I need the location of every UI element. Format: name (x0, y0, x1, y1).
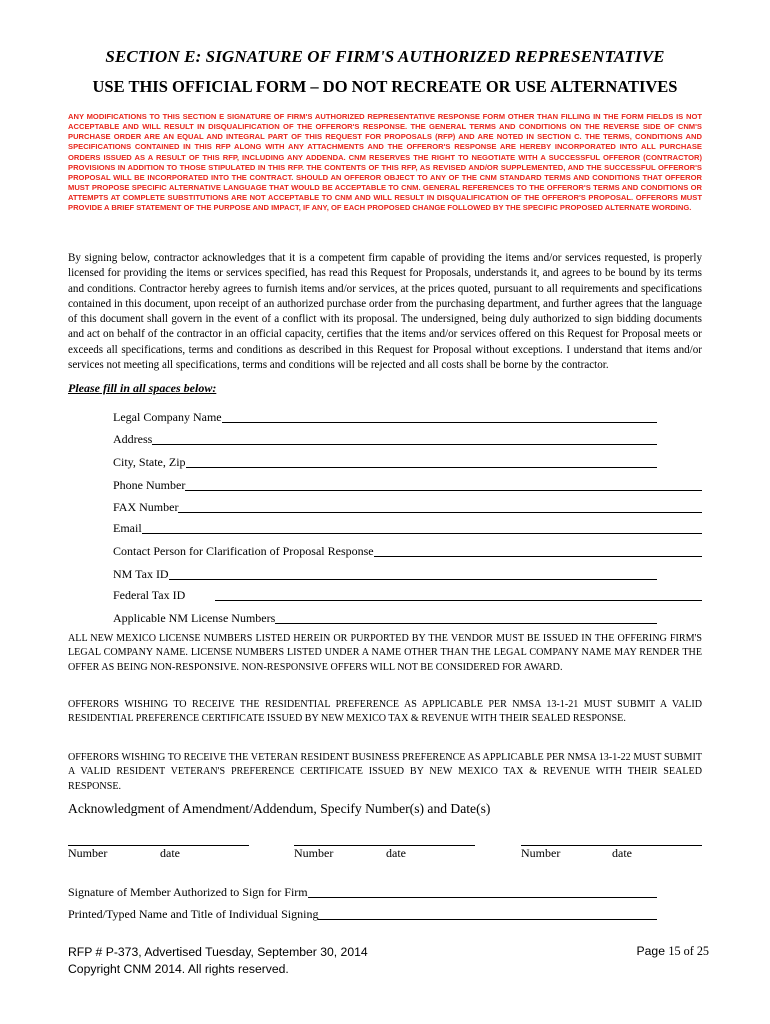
printed-name-field[interactable] (68, 907, 657, 922)
printed-name-label: Printed/Typed Name and Title of Individual Signing (68, 907, 319, 921)
page-total: 25 (696, 944, 709, 958)
contact-person-field[interactable] (113, 544, 702, 559)
page-number (637, 944, 709, 959)
field-line (152, 444, 657, 445)
field-line (169, 579, 657, 580)
amendment-number-label-3: Number (521, 846, 561, 860)
footer (68, 944, 368, 977)
section-title: SECTION E: SIGNATURE OF FIRM'S AUTHORIZED REPRESENTATIVE (105, 47, 665, 66)
printed-name-line (318, 919, 657, 920)
signature-field[interactable] (68, 885, 657, 900)
rfp-reference: RFP # P-373, Advertised Tuesday, September 30, 2014 (68, 945, 368, 959)
fax-number-field[interactable] (113, 500, 702, 515)
amendment-date-label-2: date (386, 846, 406, 860)
form-subtitle: USE THIS OFFICIAL FORM – DO NOT RECREATE OR USE ALTERNATIVES (92, 77, 678, 96)
field-line (185, 490, 702, 491)
field-label: Applicable NM License Numbers (113, 611, 276, 625)
acknowledgement-paragraph: By signing below, contractor acknowledges that it is a competent firm capable of providing the items and/or services requested, is properly licensed for providing the items or services specified, has read this Request for Proposals, understands it, and agrees to be bound by its terms and conditions. Contractor hereby agrees to furnish items and/or services, at the prices quoted, pursuant to all requirements and specifications contained in this document, upon receipt of an authorized purchase order from the purchasing department, and further agrees that the language of this document shall govern in the event of a conflict with its proposal. The undersigned, being duly authorized to sign bidding documents and act on behalf of the contractor in an official capacity, certifies that the items and/or services offered on this Request for Proposal meets or exceeds all specifications, terms and conditions as described in this Request for Proposal without exceptions. I understand that items and/or services not meeting all specifications, terms and conditions will be rejected and all costs shall be borne by the contractor. (68, 252, 702, 372)
field-label: Address (113, 432, 153, 446)
fill-in-instruction: Please fill in all spaces below: (68, 381, 217, 395)
signature-label: Signature of Member Authorized to Sign for Firm (68, 885, 308, 899)
legal-company-name-field[interactable] (113, 410, 657, 425)
federal-tax-id-field[interactable] (113, 588, 702, 603)
residential-preference-notice: OFFERORS WISHING TO RECEIVE THE RESIDENTIAL PREFERENCE AS APPLICABLE PER NMSA 13-1-21 MUST SUBMIT A VALID RESIDENTIAL PREFERENCE CERTIFICATE ISSUED BY NEW MEXICO TAX & REVENUE WITH THEIR SEALED RESPONSE. (68, 699, 702, 725)
field-label: Contact Person for Clarification of Proposal Response (113, 544, 374, 558)
nm-tax-id-field[interactable] (113, 567, 657, 582)
field-line (215, 600, 702, 601)
field-label: Legal Company Name (113, 410, 222, 424)
field-label: Federal Tax ID (113, 588, 186, 602)
copyright-notice: Copyright CNM 2014. All rights reserved. (68, 961, 289, 976)
phone-number-field[interactable] (113, 478, 702, 493)
amendment-number-label-1: Number (68, 846, 108, 860)
field-line (222, 422, 657, 423)
amendment-date-label-1: date (160, 846, 180, 860)
signature-line (308, 897, 657, 898)
field-line (374, 556, 702, 557)
field-label: Phone Number (113, 478, 186, 492)
city-state-zip-field[interactable] (113, 455, 657, 470)
page-current: 15 (668, 944, 681, 958)
page-separator: of (680, 944, 697, 958)
address-field[interactable] (113, 432, 657, 447)
page-prefix: Page (636, 944, 669, 958)
amendment-date-label-3: date (612, 846, 632, 860)
field-line (178, 512, 702, 513)
amendment-number-label-2: Number (294, 846, 334, 860)
field-label: City, State, Zip (113, 455, 186, 469)
email-field[interactable] (113, 521, 702, 536)
field-line (186, 467, 657, 468)
field-label: NM Tax ID (113, 567, 169, 581)
veteran-preference-notice: OFFERORS WISHING TO RECEIVE THE VETERAN RESIDENT BUSINESS PREFERENCE AS APPLICABLE PER NMSA 13-1-22 MUST SUBMIT A VALID RESIDENT VETERAN'S PREFERENCE CERTIFICATE ISSUED BY NEW MEXICO TAX & REVENUE WITH THEIR SEALED RESPONSE. (68, 752, 702, 792)
license-notice: ALL NEW MEXICO LICENSE NUMBERS LISTED HEREIN OR PURPORTED BY THE VENDOR MUST BE ISSUED IN THE OFFERING FIRM'S LEGAL COMPANY NAME. LICENSE NUMBERS LISTED UNDER A NAME OTHER THAN THE LEGAL COMPANY NAME MAY RENDER THE OFFER AS BEING NON-RESPONSIVE. NON-RESPONSIVE OFFERS WILL NOT BE CONSIDERED FOR AWARD. (68, 633, 702, 673)
amendment-heading: Acknowledgment of Amendment/Addendum, Specify Number(s) and Date(s) (68, 801, 491, 816)
field-label: Email (113, 521, 142, 535)
nm-license-numbers-field[interactable] (113, 611, 657, 626)
field-line (142, 533, 702, 534)
field-label: FAX Number (113, 500, 179, 514)
modification-warning: ANY MODIFICATIONS TO THIS SECTION E SIGNATURE OF FIRM'S AUTHORIZED REPRESENTATIVE RESPONSE FORM OTHER THAN FILLING IN THE FORM FIELDS IS NOT ACCEPTABLE AND WILL RESULT IN DISQUALIFICATION OF THE OFFEROR'S RESPONSE. THE GENERAL TERMS AND CONDITIONS ON THE REVERSE SIDE OF CNM'S PURCHASE ORDER ARE AN EQUAL AND INTEGRAL PART OF THIS REQUEST FOR PROPOSALS (RFP) AND ARE NOTED IN SECTION C. THE TERMS, CONDITIONS AND SPECIFICATIONS CONTAINED IN THIS RFP ALONG WITH ANY ATTACHMENTS AND THE OFFEROR'S RESPONSE ARE HEREBY INCORPORATED INTO ALL PURCHASE ORDERS ISSUED AS A RESULT OF THIS RFP, INCLUDING ANY ADDENDA. CNM RESERVES THE RIGHT TO NEGOTIATE WITH A SUCCESSFUL OFFEROR (CONTRACTOR) PROVISIONS IN ADDITION TO THOSE STIPULATED IN THIS RFP. THE CONTENTS OF THIS RFP, AS REVISED AND/OR SUPPLEMENTED, AND THE SUCCESSFUL OFFEROR'S PROPOSAL WILL BE INCORPORATED INTO THE CONTRACT. SHOULD AN OFFEROR OBJECT TO ANY OF THE CNM STANDARD TERMS AND CONDITIONS THAT OFFEROR MUST PROPOSE SPECIFIC ALTERNATIVE LANGUAGE THAT WOULD BE ACCEPTABLE TO CNM. GENERAL REFERENCES TO THE OFFEROR'S TERMS AND CONDITIONS OR ATTEMPTS AT COMPLETE SUBSTITUTIONS ARE NOT ACCEPTABLE TO CNM AND WILL RESULT IN DISQUALIFICATION OF THE OFFEROR'S PROPOSAL. OFFERORS MUST PROVIDE A BRIEF STATEMENT OF THE PURPOSE AND IMPACT, IF ANY, OF EACH PROPOSED CHANGE FOLLOWED BY THE SPECIFIC PROPOSED ALTERNATE WORDING. (68, 112, 702, 213)
field-line (275, 623, 657, 624)
